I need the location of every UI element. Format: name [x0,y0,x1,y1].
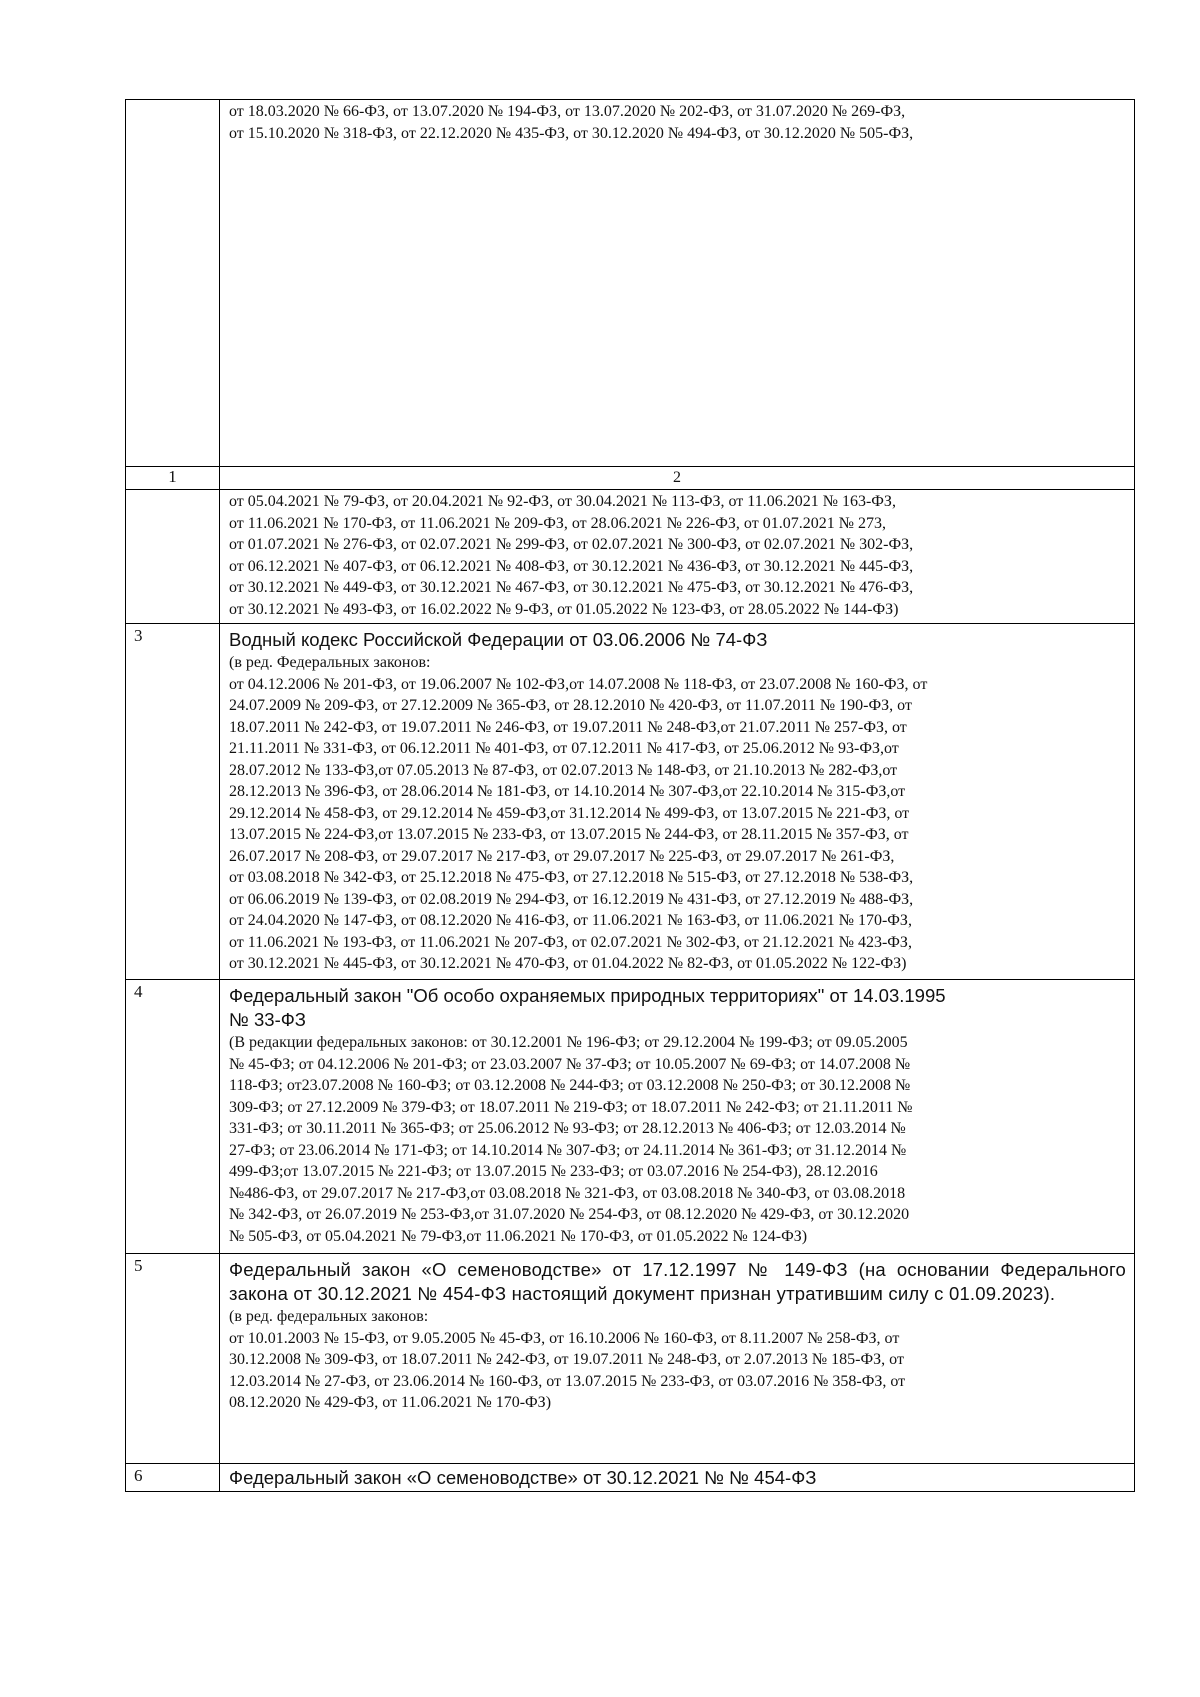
text-line: №486-ФЗ, от 29.07.2017 № 217-ФЗ,от 03.08.2018 № 321-ФЗ, от 03.08.2018 № 340-ФЗ, от 03.08.2018 [229,1184,906,1202]
row-number: 5 [126,1254,220,1464]
text-line: от 15.10.2020 № 318-ФЗ, от 22.12.2020 № 435-ФЗ, от 30.12.2020 № 494-ФЗ, от 30.12.2020 № 505-ФЗ, [229,124,914,142]
text-line: (В редакции федеральных законов: от 30.12.2001 № 196-ФЗ; от 29.12.2004 № 199-ФЗ; от 09.05.2005 [229,1034,908,1051]
text-line: от 06.06.2019 № 139-ФЗ, от 02.08.2019 № 294-ФЗ, от 16.12.2019 № 431-ФЗ, от 27.12.2019 № 488-ФЗ, [229,890,914,908]
text-line: 13.07.2015 № 224-ФЗ,от 13.07.2015 № 233-ФЗ, от 13.07.2015 № 244-ФЗ, от 28.11.2015 № 357-ФЗ, от [229,826,909,843]
text-line: № 45-ФЗ; от 04.12.2006 № 201-ФЗ; от 23.03.2007 № 37-ФЗ; от 10.05.2007 № 69-ФЗ; от 14.07.2008 № [229,1055,911,1073]
text-line: (в ред. Федеральных законов: [229,654,431,671]
text-line: (в ред. федеральных законов: [229,1308,429,1325]
text-line: от 30.12.2021 № 445-ФЗ, от 30.12.2021 № 470-ФЗ, от 01.04.2022 № 82-ФЗ, от 01.05.2022 № 122-ФЗ) [229,955,907,972]
row-number-cell [126,490,220,624]
text-line: от 24.04.2020 № 147-ФЗ, от 08.12.2020 № 416-ФЗ, от 11.06.2021 № 163-ФЗ, от 11.06.2021 № 170-ФЗ, [229,912,912,929]
text-line: 28.07.2012 № 133-ФЗ,от 07.05.2013 № 87-ФЗ, от 02.07.2013 № 148-ФЗ, от 21.10.2013 № 282-ФЗ,от [229,761,898,779]
text-line: 29.12.2014 № 458-ФЗ, от 29.12.2014 № 459-ФЗ,от 31.12.2014 № 499-ФЗ, от 13.07.2015 № 221-ФЗ, от [229,804,910,822]
text-line: от 05.04.2021 № 79-ФЗ, от 20.04.2021 № 92-ФЗ, от 30.04.2021 № 113-ФЗ, от 11.06.2021 № 163-ФЗ, [229,493,896,510]
text-line: 27-ФЗ; от 23.06.2014 № 171-ФЗ; от 14.10.2014 № 307-ФЗ; от 24.11.2014 № 361-ФЗ; от 31.12.2014 № [229,1141,907,1159]
text-line: от 11.06.2021 № 193-ФЗ, от 11.06.2021 № 207-ФЗ, от 02.07.2021 № 302-ФЗ, от 21.12.2021 № 423-ФЗ, [229,933,912,951]
table-row [126,1254,1135,1464]
text-line: 18.07.2011 № 242-ФЗ, от 19.07.2011 № 246-ФЗ, от 19.07.2011 № 248-ФЗ,от 21.07.2011 № 257-ФЗ, от [229,718,907,736]
text-line: от 01.07.2021 № 276-ФЗ, от 02.07.2021 № 299-ФЗ, от 02.07.2021 № 300-ФЗ, от 02.07.2021 № 302-ФЗ, [229,536,914,553]
row-text-cell [220,980,1135,1254]
law-title [229,981,1126,1032]
text-line: от 04.12.2006 № 201-ФЗ, от 19.06.2007 № 102-ФЗ,от 14.07.2008 № 118-ФЗ, от 23.07.2008 № 160-ФЗ, от [229,675,928,693]
text-line: 309-ФЗ; от 27.12.2009 № 379-ФЗ; от 18.07.2011 № 219-ФЗ; от 18.07.2011 № 242-ФЗ; от 21.11.2011 № [229,1098,913,1116]
row-number: 6 [126,1464,220,1492]
table-row [126,490,1135,624]
row-text-cell [220,624,1135,980]
table-row [126,100,1135,467]
row-text-cell [220,490,1135,624]
text-line: 118-ФЗ; от23.07.2008 № 160-ФЗ; от 03.12.2008 № 244-ФЗ; от 03.12.2008 № 250-ФЗ; от 30.12.2008 № [229,1077,911,1094]
row-number: 3 [126,624,220,980]
text-line: от 10.01.2003 № 15-ФЗ, от 9.05.2005 № 45-ФЗ, от 16.10.2006 № 160-ФЗ, от 8.11.2007 № 258-ФЗ, от [229,1329,900,1347]
text-line: 30.12.2008 № 309-ФЗ, от 18.07.2011 № 242-ФЗ, от 19.07.2011 № 248-ФЗ, от 2.07.2013 № 185-ФЗ, от [229,1351,904,1368]
law-title: Водный кодекс Российской Федерации от 03.06.2006 № 74-ФЗ [229,629,768,650]
text-line: 499-ФЗ;от 13.07.2015 № 221-ФЗ; от 13.07.2015 № 233-ФЗ; от 03.07.2016 № 254-ФЗ), 28.12.2016 [229,1163,878,1180]
column-number-1: 1 [126,467,220,490]
law-title-line: Федеральный закон "Об особо охраняемых природных территориях" от 14.03.1995 [229,985,946,1006]
text-line: 08.12.2020 № 429-ФЗ, от 11.06.2021 № 170-ФЗ) [229,1394,552,1411]
column-number-row [126,467,1135,490]
row-text-cell [220,1464,1135,1492]
row-text-cell [220,100,1135,467]
table-row [126,624,1135,980]
row-number-cell [126,100,220,467]
law-title: Федеральный закон «О семеноводстве» от 17.12.1997 № 149-ФЗ (на основании Федерального закона от 30.12.2021 № 454-ФЗ настоящий документ признан утратившим силу с 01.09.2023). [229,1259,1126,1304]
text-line: 24.07.2009 № 209-ФЗ, от 27.12.2009 № 365-ФЗ, от 28.12.2010 № 420-ФЗ, от 11.07.2011 № 190-ФЗ, от [229,697,912,714]
text-line: 28.12.2013 № 396-ФЗ, от 28.06.2014 № 181-ФЗ, от 14.10.2014 № 307-ФЗ,от 22.10.2014 № 315-ФЗ,от [229,783,906,800]
text-line: от 06.12.2021 № 407-ФЗ, от 06.12.2021 № 408-ФЗ, от 30.12.2021 № 436-ФЗ, от 30.12.2021 № 445-ФЗ, [229,557,914,575]
text-line: № 505-ФЗ, от 05.04.2021 № 79-ФЗ,от 11.06.2021 № 170-ФЗ, от 01.05.2022 № 124-ФЗ) [229,1227,808,1245]
text-line: от 11.06.2021 № 170-ФЗ, от 11.06.2021 № 209-ФЗ, от 28.06.2021 № 226-ФЗ, от 01.07.2021 № 273, [229,514,886,532]
text-line: от 03.08.2018 № 342-ФЗ, от 25.12.2018 № 475-ФЗ, от 27.12.2018 № 515-ФЗ, от 27.12.2018 № 538-ФЗ, [229,869,914,886]
law-title: Федеральный закон «О семеноводстве» от 30.12.2021 № № 454-ФЗ [229,1467,817,1488]
table-row [126,1464,1135,1492]
text-line: от 30.12.2021 № 493-ФЗ, от 16.02.2022 № 9-ФЗ, от 01.05.2022 № 123-ФЗ, от 28.05.2022 № 144-ФЗ) [229,600,899,618]
text-line: № 342-ФЗ, от 26.07.2019 № 253-ФЗ,от 31.07.2020 № 254-ФЗ, от 08.12.2020 № 429-ФЗ, от 30.12.2020 [229,1206,910,1223]
text-line: 331-ФЗ; от 30.11.2011 № 365-ФЗ; от 25.06.2012 № 93-ФЗ; от 28.12.2013 № 406-ФЗ; от 12.03.2014 № [229,1120,906,1137]
text-line: 26.07.2017 № 208-ФЗ, от 29.07.2017 № 217-ФЗ, от 29.07.2017 № 225-ФЗ, от 29.07.2017 № 261-ФЗ, [229,847,895,865]
row-number: 4 [126,980,220,1254]
law-title-line: № 33-ФЗ [229,1009,306,1030]
text-line: от 30.12.2021 № 449-ФЗ, от 30.12.2021 № 467-ФЗ, от 30.12.2021 № 475-ФЗ, от 30.12.2021 № 476-ФЗ, [229,579,914,596]
row-text-cell [220,1254,1135,1464]
laws-table [125,99,1135,1492]
table-row [126,980,1135,1254]
text-line: 12.03.2014 № 27-ФЗ, от 23.06.2014 № 160-ФЗ, от 13.07.2015 № 233-ФЗ, от 03.07.2016 № 358-ФЗ, от [229,1372,906,1390]
text-line: 21.11.2011 № 331-ФЗ, от 06.12.2011 № 401-ФЗ, от 07.12.2011 № 417-ФЗ, от 25.06.2012 № 93-ФЗ,от [229,740,899,757]
column-number-2: 2 [220,467,1135,490]
text-line: от 18.03.2020 № 66-ФЗ, от 13.07.2020 № 194-ФЗ, от 13.07.2020 № 202-ФЗ, от 31.07.2020 № 269-ФЗ, [229,103,906,120]
